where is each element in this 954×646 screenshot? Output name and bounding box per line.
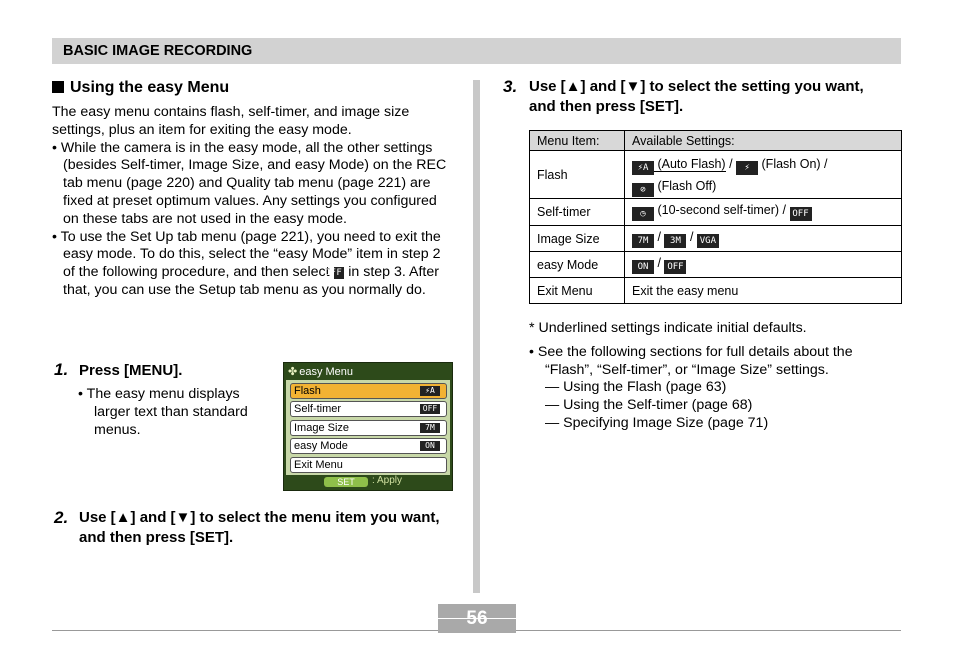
column-divider: [473, 80, 480, 593]
table-row-flash: Flash ⚡A (Auto Flash) / ⚡ (Flash On) / ⊘ (Flash Off): [530, 151, 902, 199]
lcd-item-flash: Flash ⚡A: [290, 383, 447, 399]
intro-text: [52, 104, 452, 300]
step-3-number: 3.: [503, 77, 518, 96]
off-icon: OFF: [790, 207, 812, 221]
step-1-text: Press [MENU].: [79, 362, 183, 379]
note-link-flash: — Using the Flash (page 63): [545, 379, 727, 396]
note-defaults: * Underlined settings indicate initial defaults.: [529, 320, 807, 336]
note-see-sections: • See the following sections for full details about the “Flash”, “Self-timer”, or “Image Size” settings.: [529, 343, 853, 378]
step-2-number: 2.: [54, 508, 69, 527]
size-7m-icon: 7M: [632, 234, 654, 248]
table-row-exit-menu: Exit Menu Exit the easy menu: [530, 278, 902, 304]
off-icon: OFF: [664, 260, 686, 274]
settings-table: [529, 130, 902, 304]
set-button-icon: SET: [324, 477, 368, 487]
note-link-image-size: — Specifying Image Size (page 71): [545, 414, 769, 431]
lcd-menu-list: [286, 380, 450, 475]
lcd-title: ✤ easy Menu: [288, 366, 354, 378]
table-header-row: [530, 131, 902, 151]
lcd-item-image-size: Image Size 7M: [290, 420, 447, 436]
off-icon: OFF: [420, 404, 440, 414]
table-row-image-size: Image Size 7M / 3M / VGA: [530, 226, 902, 252]
intro-paragraph: The easy menu contains flash, self-timer, and image size settings, plus an item for exiting the easy mode.: [52, 104, 410, 138]
notes: [529, 320, 899, 433]
size-3m-icon: 3M: [664, 234, 686, 248]
step-3-text: Use [▲] and [▼] to select the setting you want, and then press [SET].: [529, 78, 864, 115]
header-title: BASIC IMAGE RECORDING: [63, 43, 253, 59]
flash-on-icon: ⚡: [736, 161, 758, 175]
clover-icon: ✤: [288, 366, 298, 378]
intro-bullet-1: • While the camera is in the easy mode, all the other settings (besides Self-timer, Image Size, and easy Mode) on the REC tab menu (page 220) and Quality tab menu (page 221) are fixed at preset optimum values. Any settings you configured on these tabs are not used in the easy mode.: [52, 139, 447, 227]
step-2-text: Use [▲] and [▼] to select the menu item you want, and then press [SET].: [79, 509, 440, 546]
lcd-item-self-timer: Self-timer OFF: [290, 401, 447, 417]
header-bar: [52, 38, 901, 64]
square-bullet-icon: [52, 81, 64, 93]
flash-auto-icon: ⚡A: [632, 161, 654, 175]
off-icon: OFF: [324, 268, 343, 279]
table-header-settings: Available Settings:: [625, 131, 902, 151]
size-vga-icon: VGA: [697, 234, 719, 248]
on-icon: ON: [420, 441, 440, 451]
table-header-item: Menu Item:: [530, 131, 625, 151]
lcd-footer: SET : Apply: [284, 475, 452, 489]
page-number: 56: [438, 604, 516, 633]
section-title: Using the easy Menu: [52, 79, 229, 97]
step-1-note: • The easy menu displays larger text than standard menus.: [78, 386, 248, 438]
lcd-item-exit-menu: Exit Menu: [290, 457, 447, 473]
note-link-self-timer: — Using the Self-timer (page 68): [545, 397, 753, 414]
on-icon: ON: [632, 260, 654, 274]
intro-bullet-2: • To use the Set Up tab menu (page 221), you need to exit the easy mode. To do this, select the “easy Mode” item in step 2 of the following procedure, and then select OFF in step 3. After that, you can use the Setup tab menu as you normally do.: [52, 228, 441, 298]
table-row-self-timer: Self-timer ◷ (10-second self-timer) / OFF: [530, 199, 902, 226]
easy-menu-screen: [283, 362, 453, 491]
self-timer-icon: ◷: [632, 207, 654, 221]
step-1-number: 1.: [54, 360, 69, 379]
flash-auto-icon: ⚡A: [420, 386, 440, 396]
table-row-easy-mode: easy Mode ON / OFF: [530, 252, 902, 278]
flash-off-icon: ⊘: [632, 183, 654, 197]
size-7m-icon: 7M: [420, 423, 440, 433]
lcd-item-easy-mode: easy Mode ON: [290, 438, 447, 454]
